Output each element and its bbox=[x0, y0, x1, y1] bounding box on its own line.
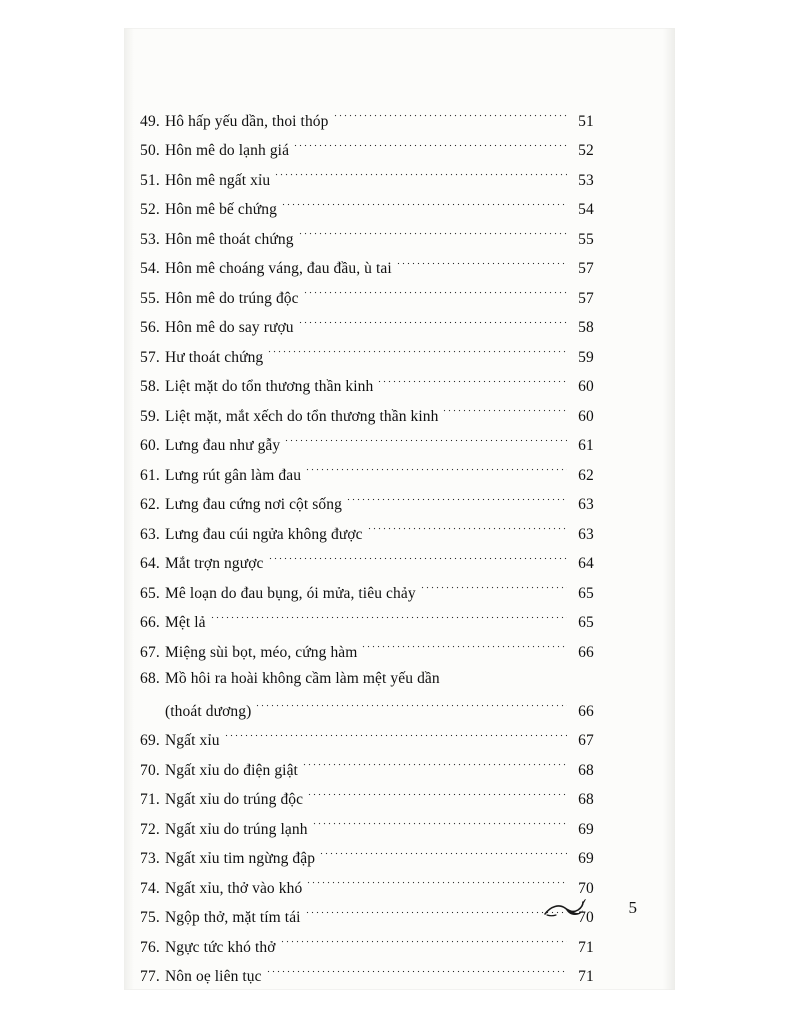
page-number: 5 bbox=[628, 898, 637, 917]
entry-title: Nôn oẹ liên tục bbox=[165, 968, 262, 985]
list-item-continuation bbox=[134, 700, 594, 730]
entry-number: 56. bbox=[140, 319, 160, 336]
entry-number: 69. bbox=[140, 732, 160, 749]
leader-dots bbox=[210, 610, 567, 626]
entry-page: 54 bbox=[578, 201, 594, 218]
entry-title: Liệt mặt do tổn thương thần kinh bbox=[165, 378, 374, 395]
entry-title: Hư thoát chứng bbox=[165, 348, 264, 366]
entry-title: Hôn mê choáng váng, đau đầu, ù tai bbox=[165, 260, 392, 277]
entry-title: Hôn mê do trúng độc bbox=[165, 289, 299, 307]
leader-dots bbox=[302, 757, 567, 773]
entry-page: 53 bbox=[578, 171, 594, 189]
leader-dots bbox=[284, 433, 567, 449]
entry-number: 52. bbox=[140, 201, 160, 218]
list-item bbox=[134, 287, 594, 317]
entry-title: Ngất xỉu do trúng lạnh bbox=[165, 820, 308, 838]
list-item bbox=[134, 818, 594, 848]
entry-number: 57. bbox=[140, 348, 160, 366]
leader-dots bbox=[267, 344, 567, 360]
list-item bbox=[134, 494, 594, 524]
table-of-contents bbox=[134, 110, 594, 995]
entry-page: 60 bbox=[578, 378, 594, 395]
leader-dots bbox=[298, 226, 567, 242]
leader-dots bbox=[312, 816, 567, 832]
entry-page: 70 bbox=[578, 879, 594, 897]
entry-title: Lưng rút gân làm đau bbox=[165, 466, 302, 484]
leader-dots bbox=[319, 846, 567, 862]
entry-page: 59 bbox=[578, 348, 594, 366]
entry-page: 62 bbox=[578, 466, 594, 484]
list-item bbox=[134, 228, 594, 258]
list-item bbox=[134, 553, 594, 583]
entry-title: Mắt trợn ngược bbox=[165, 555, 264, 572]
entry-number: 71. bbox=[140, 791, 160, 808]
entry-number: 62. bbox=[140, 496, 160, 513]
entry-page: 63 bbox=[578, 525, 594, 543]
entry-page: 65 bbox=[578, 584, 594, 602]
entry-number: 54. bbox=[140, 260, 160, 277]
entry-number: 70. bbox=[140, 761, 160, 779]
entry-title: Ngất xỉu tim ngừng đập bbox=[165, 850, 316, 867]
entry-title: Miệng sùi bọt, méo, cứng hàm bbox=[165, 643, 358, 661]
list-item bbox=[134, 671, 594, 701]
leader-dots bbox=[255, 698, 567, 714]
entry-title: Ngất xỉu do điện giật bbox=[165, 761, 298, 779]
entry-title: Hôn mê ngất xỉu bbox=[165, 171, 271, 189]
entry-page: 65 bbox=[578, 614, 594, 631]
entry-title: Mệt lả bbox=[165, 614, 206, 631]
entry-number: 76. bbox=[140, 938, 160, 956]
leader-dots bbox=[298, 315, 567, 331]
entry-title: Ngộp thở, mặt tím tái bbox=[165, 909, 301, 926]
entry-page: 52 bbox=[578, 142, 594, 159]
entry-page: 61 bbox=[578, 437, 594, 454]
leader-dots bbox=[274, 167, 567, 183]
entry-page: 71 bbox=[578, 938, 594, 956]
entry-page: 71 bbox=[578, 968, 594, 985]
entry-title: Ngất xỉu do trúng độc bbox=[165, 791, 304, 808]
entry-number: 68. bbox=[140, 669, 160, 687]
list-item bbox=[134, 641, 594, 671]
paper-sheet bbox=[124, 28, 675, 990]
entry-title: Mồ hôi ra hoài không cầm làm mệt yếu dần bbox=[165, 669, 440, 687]
entry-page: 60 bbox=[578, 407, 594, 425]
list-item bbox=[134, 966, 594, 996]
list-item bbox=[134, 789, 594, 819]
leader-dots bbox=[266, 964, 567, 980]
leader-dots bbox=[420, 580, 567, 596]
entry-page: 68 bbox=[578, 761, 594, 779]
leader-dots bbox=[280, 934, 567, 950]
leader-dots bbox=[361, 639, 567, 655]
entry-title: Ngất xỉu, thở vào khó bbox=[165, 879, 303, 897]
entry-number: 49. bbox=[140, 112, 160, 130]
entry-page: 57 bbox=[578, 289, 594, 307]
entry-title: Hôn mê bế chứng bbox=[165, 201, 277, 218]
entry-page: 69 bbox=[578, 850, 594, 867]
entry-number: 75. bbox=[140, 909, 160, 926]
entry-page: 66 bbox=[578, 702, 594, 720]
leader-dots bbox=[281, 197, 567, 213]
entry-number: 65. bbox=[140, 584, 160, 602]
flourish-ornament-icon bbox=[543, 894, 589, 920]
entry-title: Lưng đau cúi ngửa không được bbox=[165, 525, 363, 543]
list-item bbox=[134, 848, 594, 878]
entry-page: 51 bbox=[578, 112, 594, 130]
list-item bbox=[134, 759, 594, 789]
entry-title: Hôn mê thoát chứng bbox=[165, 230, 294, 248]
leader-dots bbox=[224, 728, 567, 744]
entry-number: 63. bbox=[140, 525, 160, 543]
entry-number: 67. bbox=[140, 643, 160, 661]
list-item bbox=[134, 730, 594, 760]
list-item bbox=[134, 376, 594, 406]
leader-dots bbox=[333, 108, 567, 124]
entry-page: 64 bbox=[578, 555, 594, 572]
leader-dots bbox=[442, 403, 567, 419]
entry-page: 58 bbox=[578, 319, 594, 336]
entry-title: Ngực tức khó thở bbox=[165, 938, 276, 956]
list-item bbox=[134, 936, 594, 966]
entry-title: Hôn mê do lạnh giá bbox=[165, 142, 290, 159]
entry-page: 66 bbox=[578, 643, 594, 661]
entry-page: 70 bbox=[578, 909, 594, 926]
entry-number: 55. bbox=[140, 289, 160, 307]
leader-dots bbox=[305, 462, 567, 478]
list-item bbox=[134, 140, 594, 170]
entry-page: 63 bbox=[578, 496, 594, 513]
entry-page: 69 bbox=[578, 820, 594, 838]
entry-number: 58. bbox=[140, 378, 160, 395]
entry-number: 66. bbox=[140, 614, 160, 631]
leader-dots bbox=[268, 551, 567, 567]
list-item bbox=[134, 199, 594, 229]
list-item bbox=[134, 582, 594, 612]
entry-number: 59. bbox=[140, 407, 160, 425]
leader-dots bbox=[396, 256, 567, 272]
entry-number: 60. bbox=[140, 437, 160, 454]
leader-dots bbox=[377, 374, 567, 390]
list-item bbox=[134, 435, 594, 465]
entry-title: Hôn mê do say rượu bbox=[165, 319, 294, 336]
entry-number: 61. bbox=[140, 466, 160, 484]
entry-title-continuation: (thoát dương) bbox=[165, 702, 252, 720]
entry-page: 55 bbox=[578, 230, 594, 248]
leader-dots bbox=[293, 138, 567, 154]
list-item bbox=[134, 258, 594, 288]
entry-number: 77. bbox=[140, 968, 160, 985]
entry-title: Lưng đau cứng nơi cột sống bbox=[165, 496, 342, 513]
leader-dots bbox=[367, 521, 567, 537]
entry-number: 51. bbox=[140, 171, 160, 189]
list-item bbox=[134, 405, 594, 435]
list-item bbox=[134, 317, 594, 347]
entry-page: 67 bbox=[578, 732, 594, 749]
entry-title: Ngất xỉu bbox=[165, 732, 220, 749]
page-footer bbox=[124, 886, 675, 920]
list-item bbox=[134, 110, 594, 140]
list-item bbox=[134, 169, 594, 199]
entry-number: 50. bbox=[140, 142, 160, 159]
entry-page: 57 bbox=[578, 260, 594, 277]
list-item bbox=[134, 346, 594, 376]
list-item bbox=[134, 523, 594, 553]
list-item bbox=[134, 612, 594, 642]
list-item bbox=[134, 464, 594, 494]
entry-number: 74. bbox=[140, 879, 160, 897]
entry-title: Mê loạn do đau bụng, ói mửa, tiêu chảy bbox=[165, 584, 416, 602]
entry-number: 73. bbox=[140, 850, 160, 867]
entry-title: Liệt mặt, mắt xếch do tổn thương thần kinh bbox=[165, 407, 439, 425]
entry-page: 68 bbox=[578, 791, 594, 808]
entry-title: Lưng đau như gẫy bbox=[165, 437, 281, 454]
entry-number: 64. bbox=[140, 555, 160, 572]
entry-title: Hô hấp yếu dần, thoi thóp bbox=[165, 112, 329, 130]
entry-number: 53. bbox=[140, 230, 160, 248]
leader-dots bbox=[307, 787, 567, 803]
entry-number: 72. bbox=[140, 820, 160, 838]
leader-dots bbox=[303, 285, 567, 301]
leader-dots bbox=[346, 492, 567, 508]
